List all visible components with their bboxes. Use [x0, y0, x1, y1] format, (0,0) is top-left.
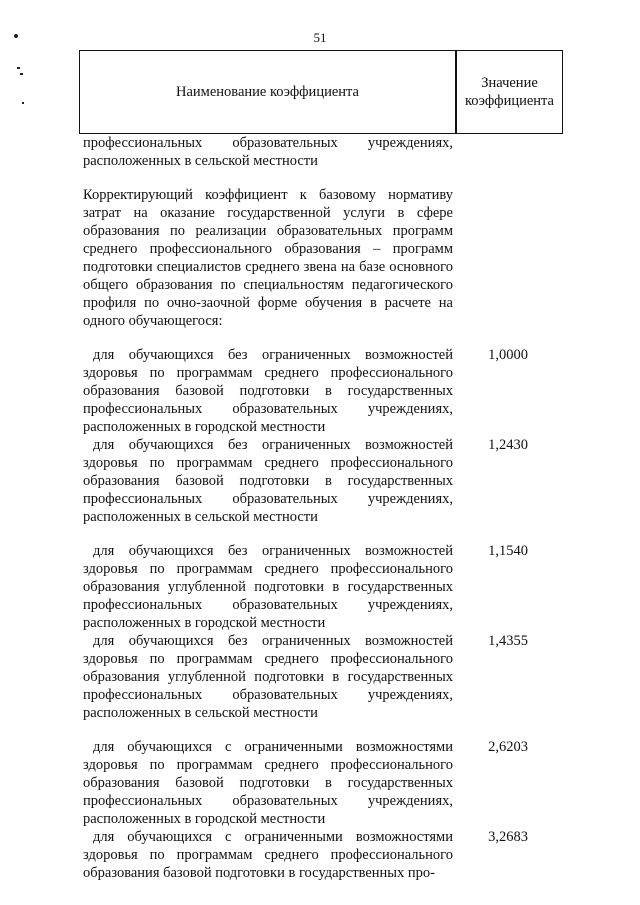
header-coefficient-name: Наименование коэффициента [176, 83, 359, 100]
row-description: для обучающихся без ограниченных возможностей здоровья по программам среднего профессионального образования базовой подготовки в государственных профессиональных образовательных учреждениях, расположенных в сельской местности [83, 437, 453, 525]
header-coefficient-value [457, 51, 562, 133]
row-description: для обучающихся с ограниченными возможностями здоровья по программам среднего профессионального образования базовой подготовки в государственных профессиональных образовательных учреждениях, расположенных в городской местности [83, 739, 453, 827]
row-description: для обучающихся с ограниченными возможностями здоровья по программам среднего профессионального образования базовой подготовки в государственных про- [83, 829, 453, 881]
scan-speck [17, 67, 20, 69]
row-description: для обучающихся без ограниченных возможностей здоровья по программам среднего профессионального образования углубленной подготовки в государственных профессиональных образовательных учреждениях, расположенных в городской местности [83, 543, 453, 631]
coefficient-row [83, 436, 563, 526]
coefficient-row [83, 542, 563, 632]
header-value-line2: коэффициента [464, 93, 554, 109]
coefficient-row [83, 346, 563, 436]
row-value: 2,6203 [488, 739, 528, 755]
row-value: 1,2430 [488, 437, 528, 453]
page-number: 51 [313, 30, 327, 45]
row-value: 3,2683 [488, 829, 528, 845]
scan-speck [22, 102, 24, 104]
scan-speck [20, 73, 23, 75]
coefficient-row [83, 738, 563, 828]
coefficient-row [83, 828, 563, 882]
continuation-text: профессиональных образовательных учреждениях, расположенных в сельской местности [83, 135, 453, 169]
coefficient-row [83, 632, 563, 722]
header-value-line1: Значение [481, 75, 538, 91]
row-description: для обучающихся без ограниченных возможностей здоровья по программам среднего профессионального образования углубленной подготовки в государственных профессиональных образовательных учреждениях, расположенных в сельской местности [83, 633, 453, 721]
intro-paragraph: Корректирующий коэффициент к базовому нормативу затрат на оказание государственной услуги в сфере образования по реализации образовательных программ среднего профессионального образования – программ подготовки специалистов среднего звена на базе основного общего образования по специальностям педагогического профиля по очно-заочной форме обучения в расчете на одного обучающегося: [83, 187, 453, 329]
table-body [83, 134, 563, 882]
row-value: 1,1540 [488, 543, 528, 559]
row-description: для обучающихся без ограниченных возможностей здоровья по программам среднего профессионального образования базовой подготовки в государственных профессиональных образовательных учреждениях, расположенных в городской местности [83, 347, 453, 435]
row-value: 1,0000 [488, 347, 528, 363]
row-value: 1,4355 [488, 633, 528, 649]
table-header [79, 50, 563, 134]
